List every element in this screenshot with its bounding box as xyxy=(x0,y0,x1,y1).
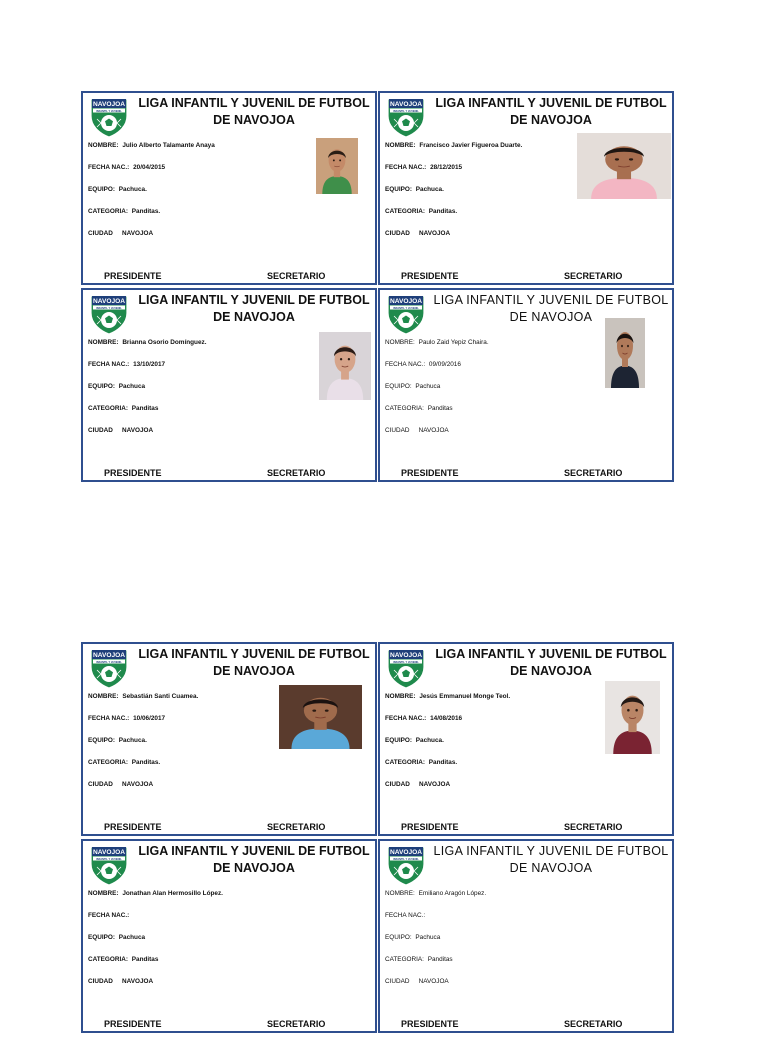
logo-top-text: NAVOJOA xyxy=(389,652,423,659)
ciudad-label: CIUDAD xyxy=(88,781,113,788)
fecha-nac-value: 28/12/2015 xyxy=(430,164,463,171)
logo-ribbon-text: INFANTIL Y JUVENIL xyxy=(393,660,419,664)
logo-ribbon-text: INFANTIL Y JUVENIL xyxy=(393,306,419,310)
nombre-label: NOMBRE: xyxy=(385,693,416,700)
nombre-field xyxy=(385,142,522,149)
logo-top-text: NAVOJOA xyxy=(92,652,126,659)
equipo-value: Pachuca xyxy=(415,934,441,941)
fecha-nac-label: FECHA NAC.: xyxy=(385,164,427,171)
league-title: LIGA INFANTIL Y JUVENIL DE FUTBOL DE NAVOJOA xyxy=(433,293,669,324)
nombre-field xyxy=(385,693,510,700)
logo-ribbon-text: INFANTIL Y JUVENIL xyxy=(96,857,122,861)
presidente-signature-label: PRESIDENTE xyxy=(401,822,459,832)
nombre-field xyxy=(88,693,198,700)
equipo-field xyxy=(385,383,440,390)
logo-ribbon-text: INFANTIL Y JUVENIL xyxy=(96,306,122,310)
card-sheet-top xyxy=(81,91,688,483)
presidente-signature-label: PRESIDENTE xyxy=(401,1019,459,1029)
league-shield-logo-icon xyxy=(384,844,428,886)
presidente-signature-label: PRESIDENTE xyxy=(104,271,162,281)
player-card xyxy=(378,91,674,285)
league-shield-logo-icon xyxy=(384,96,428,138)
equipo-field xyxy=(88,737,147,744)
equipo-value: Pachuca xyxy=(118,383,146,390)
fecha-nac-value: 13/10/2017 xyxy=(133,361,166,368)
categoria-value: Panditas xyxy=(131,956,159,963)
categoria-value: Panditas. xyxy=(428,208,458,215)
ciudad-value: NAVOJOA xyxy=(121,230,154,237)
player-photo xyxy=(605,318,645,388)
secretario-signature-label: SECRETARIO xyxy=(267,468,326,478)
league-shield-logo-icon xyxy=(87,647,131,689)
equipo-field xyxy=(385,186,444,193)
equipo-value: Pachuca xyxy=(118,934,146,941)
presidente-signature-label: PRESIDENTE xyxy=(401,271,459,281)
categoria-label: CATEGORIA: xyxy=(385,405,424,412)
categoria-label: CATEGORIA: xyxy=(385,759,425,766)
categoria-field xyxy=(385,208,457,215)
ciudad-field xyxy=(385,781,450,788)
fecha-nac-field xyxy=(385,361,461,368)
categoria-label: CATEGORIA: xyxy=(88,405,128,412)
categoria-label: CATEGORIA: xyxy=(88,208,128,215)
ciudad-value: NAVOJOA xyxy=(121,781,154,788)
ciudad-value: NAVOJOA xyxy=(121,978,154,985)
ciudad-label: CIUDAD xyxy=(385,978,410,985)
secretario-signature-label: SECRETARIO xyxy=(564,468,623,478)
logo-ribbon-text: INFANTIL Y JUVENIL xyxy=(96,109,122,113)
categoria-field xyxy=(88,759,160,766)
categoria-label: CATEGORIA: xyxy=(385,208,425,215)
fecha-nac-field xyxy=(88,912,131,919)
ciudad-field xyxy=(88,427,153,434)
secretario-signature-label: SECRETARIO xyxy=(564,1019,623,1029)
nombre-field xyxy=(385,339,489,346)
equipo-label: EQUIPO: xyxy=(385,737,412,744)
league-title: LIGA INFANTIL Y JUVENIL DE FUTBOL DE NAVOJOA xyxy=(435,647,667,678)
league-shield-logo-icon xyxy=(384,293,428,335)
equipo-label: EQUIPO: xyxy=(385,383,412,390)
logo-top-text: NAVOJOA xyxy=(389,849,423,856)
categoria-field xyxy=(385,759,457,766)
categoria-label: CATEGORIA: xyxy=(385,956,424,963)
ciudad-label: CIUDAD xyxy=(385,781,410,788)
league-title: LIGA INFANTIL Y JUVENIL DE FUTBOL DE NAVOJOA xyxy=(138,96,370,127)
categoria-value: Panditas. xyxy=(131,759,161,766)
player-photo xyxy=(319,332,371,400)
categoria-value: Panditas xyxy=(427,405,453,412)
equipo-field xyxy=(88,934,145,941)
nombre-field xyxy=(88,890,223,897)
league-shield-logo-icon xyxy=(87,293,131,335)
fecha-nac-label: FECHA NAC.: xyxy=(385,912,426,919)
fecha-nac-value: 20/04/2015 xyxy=(133,164,166,171)
player-photo xyxy=(279,685,362,749)
ciudad-field xyxy=(88,230,153,237)
player-card xyxy=(81,642,377,836)
nombre-label: NOMBRE: xyxy=(88,142,119,149)
ciudad-label: CIUDAD xyxy=(88,230,113,237)
logo-ribbon-text: INFANTIL Y JUVENIL xyxy=(393,857,419,861)
ciudad-label: CIUDAD xyxy=(88,978,113,985)
equipo-value: Pachuca. xyxy=(118,737,147,744)
league-title: LIGA INFANTIL Y JUVENIL DE FUTBOL DE NAVOJOA xyxy=(435,96,667,127)
equipo-field xyxy=(385,934,440,941)
fecha-nac-field xyxy=(385,912,427,919)
ciudad-field xyxy=(385,230,450,237)
player-photo xyxy=(577,133,671,199)
secretario-signature-label: SECRETARIO xyxy=(267,271,326,281)
categoria-label: CATEGORIA: xyxy=(88,956,128,963)
league-title: LIGA INFANTIL Y JUVENIL DE FUTBOL DE NAVOJOA xyxy=(138,844,370,875)
fecha-nac-label: FECHA NAC.: xyxy=(88,912,130,919)
league-title: LIGA INFANTIL Y JUVENIL DE FUTBOL DE NAVOJOA xyxy=(138,293,370,324)
ciudad-label: CIUDAD xyxy=(385,427,410,434)
categoria-value: Panditas xyxy=(427,956,453,963)
equipo-label: EQUIPO: xyxy=(88,186,115,193)
equipo-field xyxy=(88,186,147,193)
nombre-value: Jesús Emmanuel Monge Teol. xyxy=(419,693,511,700)
nombre-label: NOMBRE: xyxy=(88,339,119,346)
categoria-label: CATEGORIA: xyxy=(88,759,128,766)
equipo-label: EQUIPO: xyxy=(88,934,115,941)
equipo-value: Pachuca. xyxy=(415,737,444,744)
ciudad-value: NAVOJOA xyxy=(418,427,449,434)
player-card xyxy=(81,288,377,482)
equipo-value: Pachuca xyxy=(415,383,441,390)
league-shield-logo-icon xyxy=(384,647,428,689)
nombre-value: Julio Alberto Talamante Anaya xyxy=(122,142,215,149)
league-title: LIGA INFANTIL Y JUVENIL DE FUTBOL DE NAVOJOA xyxy=(138,647,370,678)
league-shield-logo-icon xyxy=(87,844,131,886)
player-card xyxy=(378,839,674,1033)
logo-top-text: NAVOJOA xyxy=(389,298,423,305)
categoria-field xyxy=(385,405,453,412)
categoria-value: Panditas xyxy=(131,405,159,412)
player-card xyxy=(378,288,674,482)
nombre-value: Emiliano Aragón López. xyxy=(418,890,487,897)
presidente-signature-label: PRESIDENTE xyxy=(104,468,162,478)
nombre-label: NOMBRE: xyxy=(88,890,119,897)
ciudad-label: CIUDAD xyxy=(88,427,113,434)
ciudad-label: CIUDAD xyxy=(385,230,410,237)
card-sheet-bottom xyxy=(81,642,688,1042)
equipo-label: EQUIPO: xyxy=(385,186,412,193)
nombre-value: Sebastián Santi Cuamea. xyxy=(122,693,199,700)
secretario-signature-label: SECRETARIO xyxy=(267,822,326,832)
ciudad-field xyxy=(88,978,153,985)
fecha-nac-field xyxy=(88,715,165,722)
nombre-value: Brianna Osorio Domínguez. xyxy=(122,339,207,346)
ciudad-value: NAVOJOA xyxy=(418,230,451,237)
fecha-nac-value: 14/08/2016 xyxy=(430,715,463,722)
logo-ribbon-text: INFANTIL Y JUVENIL xyxy=(96,660,122,664)
categoria-field xyxy=(88,405,158,412)
nombre-value: Paulo Zaid Yepiz Chaira. xyxy=(418,339,489,346)
logo-top-text: NAVOJOA xyxy=(92,298,126,305)
ciudad-field xyxy=(385,427,449,434)
equipo-label: EQUIPO: xyxy=(385,934,412,941)
equipo-label: EQUIPO: xyxy=(88,737,115,744)
fecha-nac-value: 10/06/2017 xyxy=(133,715,166,722)
equipo-value: Pachuca. xyxy=(118,186,147,193)
player-card xyxy=(378,642,674,836)
logo-top-text: NAVOJOA xyxy=(92,101,126,108)
presidente-signature-label: PRESIDENTE xyxy=(401,468,459,478)
player-photo xyxy=(316,138,358,194)
equipo-label: EQUIPO: xyxy=(88,383,115,390)
fecha-nac-value: 09/09/2016 xyxy=(428,361,461,368)
fecha-nac-label: FECHA NAC.: xyxy=(385,715,427,722)
fecha-nac-field xyxy=(88,361,165,368)
secretario-signature-label: SECRETARIO xyxy=(267,1019,326,1029)
categoria-field xyxy=(88,956,158,963)
league-title: LIGA INFANTIL Y JUVENIL DE FUTBOL DE NAVOJOA xyxy=(433,844,669,875)
categoria-value: Panditas. xyxy=(428,759,458,766)
nombre-label: NOMBRE: xyxy=(385,142,416,149)
nombre-field xyxy=(88,339,206,346)
secretario-signature-label: SECRETARIO xyxy=(564,271,623,281)
league-shield-logo-icon xyxy=(87,96,131,138)
ciudad-value: NAVOJOA xyxy=(418,781,451,788)
player-card xyxy=(81,91,377,285)
categoria-field xyxy=(385,956,453,963)
ciudad-field xyxy=(88,781,153,788)
fecha-nac-label: FECHA NAC.: xyxy=(88,164,130,171)
nombre-label: NOMBRE: xyxy=(385,339,415,346)
nombre-field xyxy=(385,890,486,897)
logo-top-text: NAVOJOA xyxy=(389,101,423,108)
fecha-nac-field xyxy=(88,164,165,171)
fecha-nac-field xyxy=(385,715,462,722)
presidente-signature-label: PRESIDENTE xyxy=(104,1019,162,1029)
ciudad-value: NAVOJOA xyxy=(121,427,154,434)
fecha-nac-label: FECHA NAC.: xyxy=(88,715,130,722)
equipo-value: Pachuca. xyxy=(415,186,444,193)
categoria-field xyxy=(88,208,160,215)
fecha-nac-label: FECHA NAC.: xyxy=(385,361,426,368)
presidente-signature-label: PRESIDENTE xyxy=(104,822,162,832)
categoria-value: Panditas. xyxy=(131,208,161,215)
nombre-label: NOMBRE: xyxy=(88,693,119,700)
ciudad-value: NAVOJOA xyxy=(418,978,449,985)
nombre-field xyxy=(88,142,215,149)
logo-top-text: NAVOJOA xyxy=(92,849,126,856)
equipo-field xyxy=(88,383,145,390)
fecha-nac-field xyxy=(385,164,462,171)
nombre-label: NOMBRE: xyxy=(385,890,415,897)
nombre-value: Francisco Javier Figueroa Duarte. xyxy=(419,142,523,149)
nombre-value: Jonathan Alan Hermosillo López. xyxy=(122,890,223,897)
fecha-nac-label: FECHA NAC.: xyxy=(88,361,130,368)
secretario-signature-label: SECRETARIO xyxy=(564,822,623,832)
equipo-field xyxy=(385,737,444,744)
ciudad-field xyxy=(385,978,449,985)
logo-ribbon-text: INFANTIL Y JUVENIL xyxy=(393,109,419,113)
player-card xyxy=(81,839,377,1033)
player-photo xyxy=(605,681,660,754)
